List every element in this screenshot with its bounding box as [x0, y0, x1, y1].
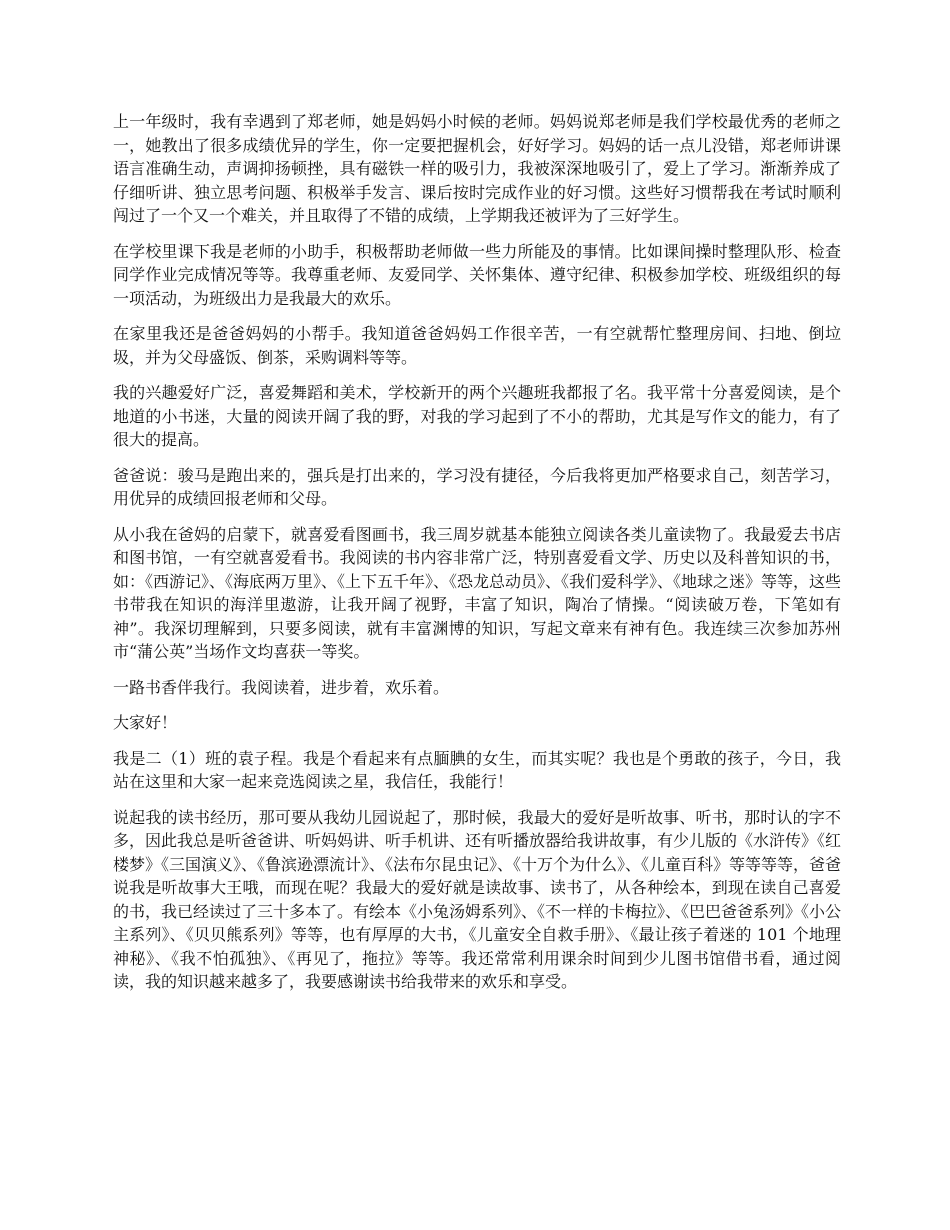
paragraph-reading-experience: 说起我的读书经历，那可要从我幼儿园说起了，那时候，我最大的爱好是听故事、听书，那时认的字不多，因此我总是听爸爸讲、听妈妈讲、听手机讲、还有听播放器给我讲故事，有少儿版的《水浒传》《红楼梦》《三国演义》、《鲁滨逊漂流计》、《法布尔昆虫记》、《十万个为什么》、《儿童百科》等等等等，爸爸说我是听故事大王哦，而现在呢？我最大的爱好就是读故事、读书了，从各种绘本，到现在读自己喜爱的书，我已经读过了三十多本了。有绘本《小兔汤姆系列》、《不一样的卡梅拉》、《巴巴爸爸系列》《小公主系列》、《贝贝熊系列》等等，也有厚厚的大书，《儿童安全自救手册》、《最让孩子着迷的 101 个地理神秘》、《我不怕孤独》、《再见了，拖拉》等等。我还常常利用课余时间到少儿图书馆借书看，通过阅读，我的知识越来越多了，我要感谢读书给我带来的欢乐和享受。 [113, 807, 842, 991]
paragraph-home-helper: 在家里我还是爸爸妈妈的小帮手。我知道爸爸妈妈工作很辛苦，一有空就帮忙整理房间、扫地、倒垃圾，并为父母盛饭、倒茶，采购调料等等。 [113, 324, 841, 367]
paragraph-self-introduction: 我是二（1）班的袁子程。我是个看起来有点腼腆的女生，而其实呢？我也是个勇敢的孩子，今日，我站在这里和大家一起来竞选阅读之星，我信任，我能行！ [113, 748, 841, 791]
paragraph-reading-motto: 一路书香伴我行。我阅读着，进步着，欢乐着。 [113, 677, 450, 697]
paragraph-first-grade-teacher: 上一年级时，我有幸遇到了郑老师，她是妈妈小时候的老师。妈妈说郑老师是我们学校最优秀的老师之一，她教出了很多成绩优异的学生，你一定要把握机会，好好学习。妈妈的话一点儿没错，郑老师讲课语言准确生动，声调抑扬顿挫，具有磁铁一样的吸引力，我被深深地吸引了，爱上了学习。渐渐养成了仔细听讲、独立思考问题、积极举手发言、课后按时完成作业的好习惯。这些好习惯帮我在考试时顺利闯过了一个又一个难关，并且取得了不错的成绩，上学期我还被评为了三好学生。 [113, 112, 841, 225]
paragraph-father-says: 爸爸说：骏马是跑出来的，强兵是打出来的，学习没有捷径，今后我将更加严格要求自己，刻苦学习，用优异的成绩回报老师和父母。 [113, 465, 841, 508]
paragraph-reading-history: 从小我在爸妈的启蒙下，就喜爱看图画书，我三周岁就基本能独立阅读各类儿童读物了。我最爱去书店和图书馆，一有空就喜爱看书。我阅读的书内容非常广泛，特别喜爱看文学、历史以及科普知识的书，如：《西游记》、《海底两万里》、《上下五千年》、《恐龙总动员》、《我们爱科学》、《地球之迷》等等，这些书带我在知识的海洋里遨游，让我开阔了视野，丰富了知识，陶冶了情操。“阅读破万卷，下笔如有神”。我深切理解到，只要多阅读，就有丰富渊博的知识，写起文章来有神有色。我连续三次参加苏州市“蒲公英”当场作文均喜获一等奖。 [113, 524, 842, 661]
paragraph-hobbies: 我的兴趣爱好广泛，喜爱舞蹈和美术，学校新开的两个兴趣班我都报了名。我平常十分喜爱阅读，是个地道的小书迷，大量的阅读开阔了我的野，对我的学习起到了不小的帮助，尤其是写作文的能力，有了很大的提高。 [113, 383, 841, 449]
paragraph-greeting: 大家好！ [113, 713, 178, 732]
paragraph-school-helper: 在学校里课下我是老师的小助手，积极帮助老师做一些力所能及的事情。比如课间操时整理队形、检查同学作业完成情况等等。我尊重老师、友爱同学、关怀集体、遵守纪律、积极参加学校、班级组织的每一项活动，为班级出力是我最大的欢乐。 [113, 241, 841, 308]
document-body [113, 110, 841, 1006]
